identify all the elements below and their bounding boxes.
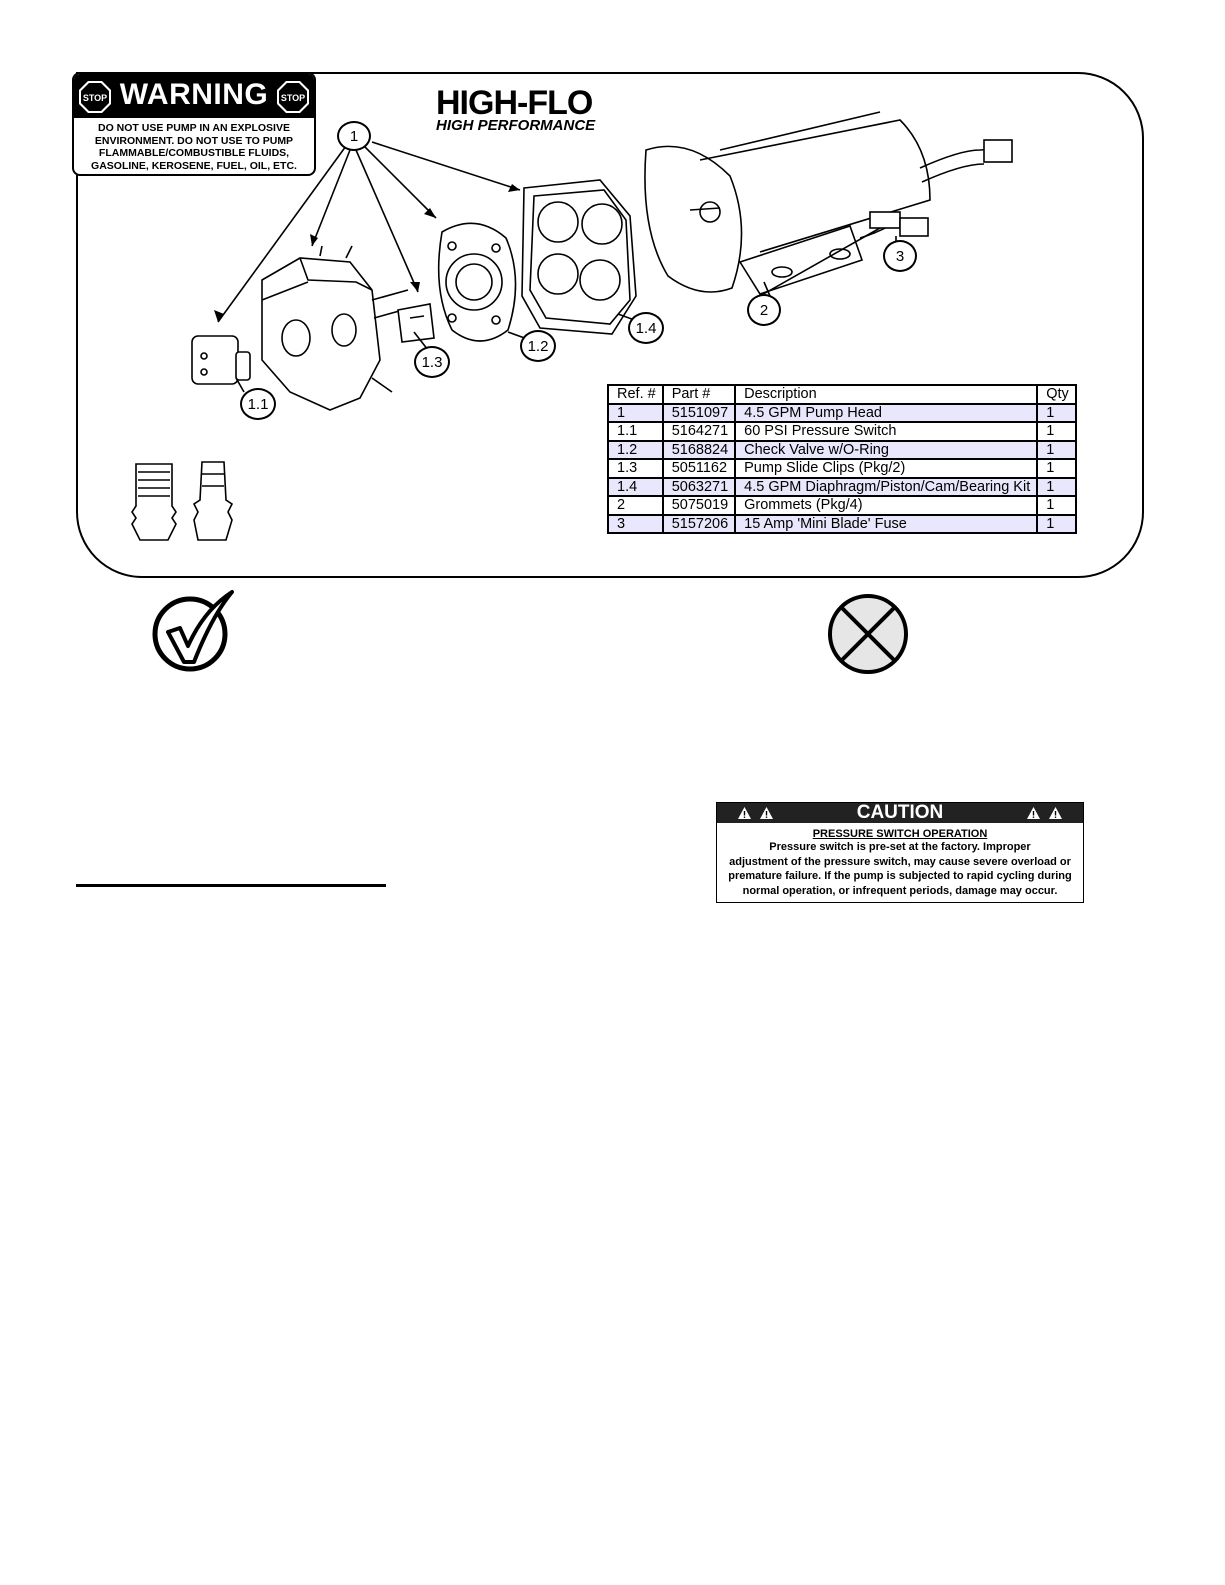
ref-cell: 1.2 <box>608 441 663 460</box>
description-cell: Check Valve w/O-Ring <box>735 441 1037 460</box>
parts-table <box>607 384 1077 534</box>
ref-cell: 1.1 <box>608 422 663 441</box>
stop-sign-icon <box>276 80 310 114</box>
checkmark-icon <box>150 588 236 674</box>
column-header: Ref. # <box>608 385 663 404</box>
description-cell: 4.5 GPM Diaphragm/Piston/Cam/Bearing Kit <box>735 478 1037 497</box>
description-cell: Grommets (Pkg/4) <box>735 496 1037 515</box>
part-cell: 5151097 <box>663 404 735 423</box>
table-row <box>608 422 1076 441</box>
qty-cell: 1 <box>1037 441 1076 460</box>
ref-cell: 2 <box>608 496 663 515</box>
description-cell: 60 PSI Pressure Switch <box>735 422 1037 441</box>
column-header: Part # <box>663 385 735 404</box>
table-row <box>608 515 1076 534</box>
hazard-triangle-icon <box>1048 806 1063 820</box>
caution-line: adjustment of the pressure switch, may cause severe overload or <box>729 855 1071 868</box>
table-row <box>608 496 1076 515</box>
part-cell: 5168824 <box>663 441 735 460</box>
ref-cell: 1.4 <box>608 478 663 497</box>
column-header: Description <box>735 385 1037 404</box>
part-cell: 5051162 <box>663 459 735 478</box>
ref-cell: 3 <box>608 515 663 534</box>
description-cell: Pump Slide Clips (Pkg/2) <box>735 459 1037 478</box>
caution-line: Pressure switch is pre-set at the factory. Improper <box>769 841 1031 853</box>
stop-label-right: STOP <box>280 93 306 103</box>
ref-cell: 1 <box>608 404 663 423</box>
stop-label-left: STOP <box>82 93 108 103</box>
callout-1-3: 1.3 <box>414 346 450 378</box>
table-row <box>608 404 1076 423</box>
qty-cell: 1 <box>1037 496 1076 515</box>
qty-cell: 1 <box>1037 459 1076 478</box>
warning-line: DO NOT USE PUMP IN AN EXPLOSIVE <box>98 122 290 134</box>
column-header: Qty <box>1037 385 1076 404</box>
description-cell: 15 Amp 'Mini Blade' Fuse <box>735 515 1037 534</box>
qty-cell: 1 <box>1037 515 1076 534</box>
part-cell: 5164271 <box>663 422 735 441</box>
table-row <box>608 459 1076 478</box>
qty-cell: 1 <box>1037 404 1076 423</box>
caution-subtitle: PRESSURE SWITCH OPERATION <box>812 828 988 840</box>
x-circle-icon <box>826 592 910 676</box>
brand-logo <box>436 86 646 134</box>
logo-brand: HIGH-FLO <box>436 84 593 122</box>
ref-cell: 1.3 <box>608 459 663 478</box>
warning-title: WARNING <box>119 78 269 111</box>
caution-line: normal operation, or infrequent periods, damage may occur. <box>742 884 1058 897</box>
part-cell: 5157206 <box>663 515 735 534</box>
logo-tagline: HIGH PERFORMANCE <box>436 117 596 134</box>
qty-cell: 1 <box>1037 422 1076 441</box>
warning-line: FLAMMABLE/COMBUSTIBLE FLUIDS, <box>98 147 290 159</box>
warning-header <box>74 74 314 118</box>
callout-1-1: 1.1 <box>240 388 276 420</box>
warning-line: GASOLINE, KEROSENE, FUEL, OIL, ETC. <box>91 159 297 172</box>
table-header-row <box>608 385 1076 404</box>
callout-1-2: 1.2 <box>520 330 556 362</box>
hazard-triangle-icon <box>1026 806 1041 820</box>
description-cell: 4.5 GPM Pump Head <box>735 404 1037 423</box>
caution-line: premature failure. If the pump is subjected to rapid cycling during <box>728 870 1072 882</box>
part-cell: 5063271 <box>663 478 735 497</box>
qty-cell: 1 <box>1037 478 1076 497</box>
warning-text <box>74 118 314 172</box>
caution-text <box>717 840 1083 898</box>
callout-1-4: 1.4 <box>628 312 664 344</box>
caution-title: CAUTION <box>856 802 944 823</box>
warning-label <box>72 72 316 176</box>
callout-1: 1 <box>337 121 371 151</box>
caution-label <box>716 802 1084 903</box>
callout-2: 2 <box>747 294 781 326</box>
section-divider <box>76 884 386 887</box>
table-row <box>608 441 1076 460</box>
callout-3: 3 <box>883 240 917 272</box>
table-row <box>608 478 1076 497</box>
caution-header <box>717 803 1083 823</box>
part-cell: 5075019 <box>663 496 735 515</box>
warning-line: ENVIRONMENT. DO NOT USE TO PUMP <box>94 134 294 147</box>
